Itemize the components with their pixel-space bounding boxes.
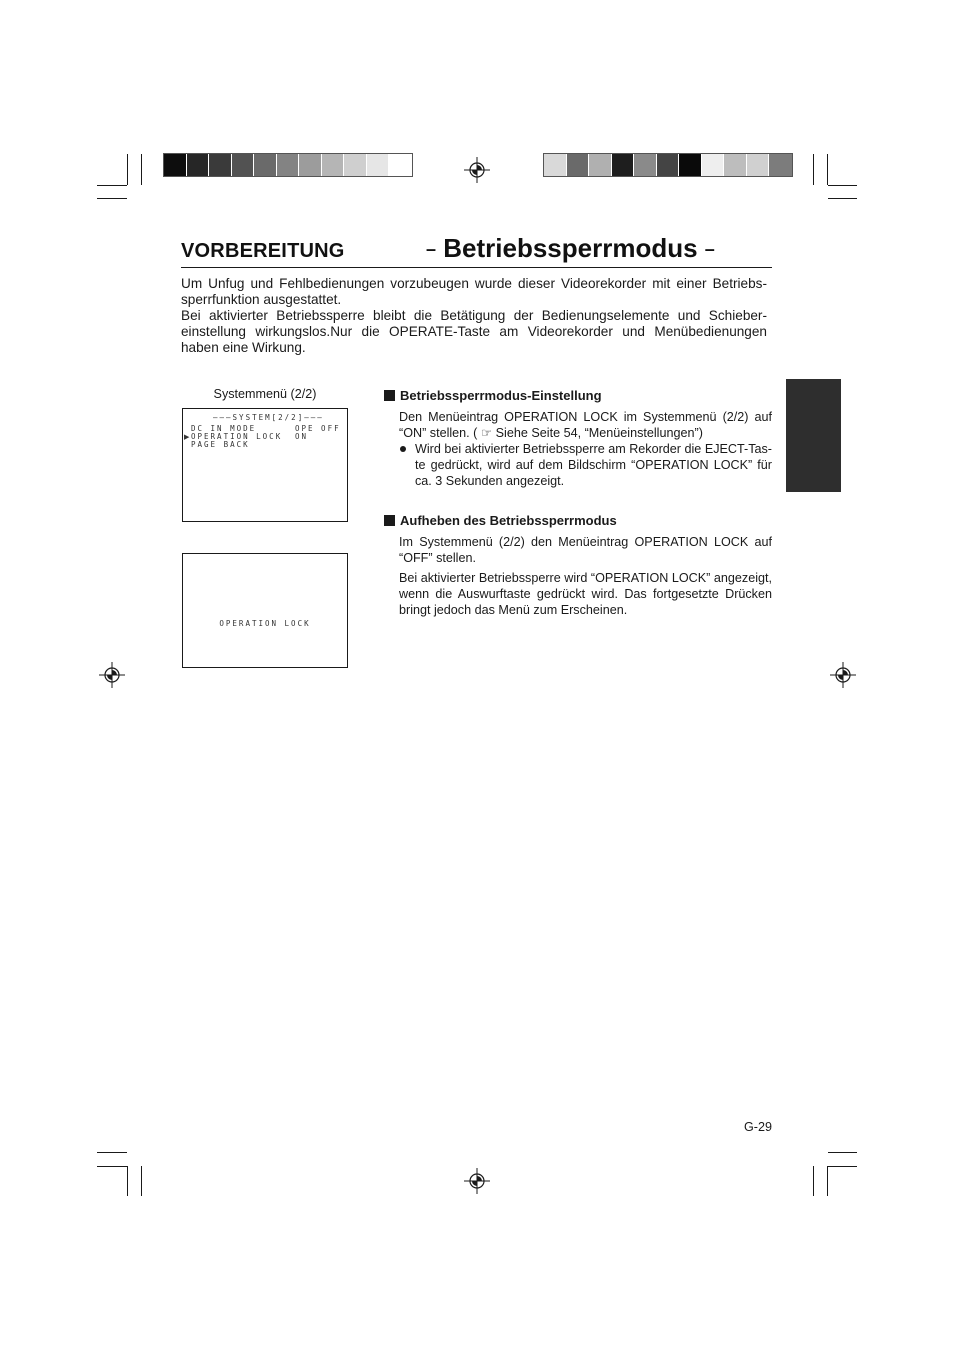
operation-lock-screen — [182, 553, 348, 668]
intro-text — [181, 276, 767, 356]
color-swatch — [657, 154, 680, 176]
instructions-column — [384, 388, 772, 618]
setting-note: Wird bei aktivierter Betriebssperre am Rekorder die EJECT-Tas-te gedrückt, wird auf dem Bildschirm “OPERATION LOCK” für ca. 3 Sekunden angezeigt. — [384, 441, 772, 489]
subheading-setting: Betriebssperrmodus-Einstellung — [384, 388, 772, 403]
color-swatch — [277, 154, 300, 176]
color-calibration-strip-right — [544, 154, 792, 176]
cursor-arrow-icon: ▶ — [184, 434, 190, 441]
registration-mark-icon — [99, 662, 125, 688]
color-swatch — [634, 154, 657, 176]
color-swatch — [612, 154, 635, 176]
osd-menu-value: ON — [295, 432, 309, 441]
color-calibration-strip-left — [164, 154, 412, 176]
color-swatch — [367, 154, 390, 176]
color-swatch — [747, 154, 770, 176]
color-swatch — [209, 154, 232, 176]
page-number: G-29 — [744, 1120, 772, 1134]
square-bullet-icon — [384, 390, 395, 401]
color-swatch — [544, 154, 567, 176]
registration-mark-icon — [464, 157, 490, 183]
registration-mark-icon — [464, 1168, 490, 1194]
color-swatch — [389, 154, 412, 176]
osd-message: OPERATION LOCK — [219, 619, 311, 628]
color-swatch — [164, 154, 187, 176]
color-swatch — [679, 154, 702, 176]
color-swatch — [702, 154, 725, 176]
screen-caption: Systemmenü (2/2) — [213, 387, 317, 401]
color-swatch — [299, 154, 322, 176]
square-bullet-icon — [384, 515, 395, 526]
cancel-paragraph: Bei aktivierter Betriebssperre wird “OPERATION LOCK” angezeigt, wenn die Auswurftaste gedrückt wird. Das fortgesetzte Drücken bringt jedoch das Menü zum Erscheinen. — [399, 571, 772, 617]
color-swatch — [589, 154, 612, 176]
bullet-dot-icon — [400, 446, 406, 452]
color-swatch — [769, 154, 792, 176]
page-title: – Betriebssperrmodus – — [426, 233, 715, 263]
osd-menu-label: DC IN MODE — [191, 424, 257, 433]
color-swatch — [254, 154, 277, 176]
color-swatch — [724, 154, 747, 176]
osd-menu-value: OPE OFF — [295, 424, 341, 433]
intro-paragraph: Bei aktivierter Betriebssperre bleibt die Betätigung der Bedienungselemente und Schieber-einstellung wirkungslos.Nur die OPERATE-Taste am Videorekorder und Menübedienungen haben eine Wirkung. — [181, 308, 767, 355]
intro-paragraph: Um Unfug und Fehlbedienungen vorzubeugen wurde dieser Videorekorder mit einer Betriebs-sperrfunktion ausgestattet. — [181, 276, 767, 307]
section-title: VORBEREITUNG — [181, 240, 345, 262]
osd-menu-label: PAGE BACK — [191, 440, 250, 449]
osd-menu-header: –––SYSTEM[2/2]––– — [213, 413, 324, 422]
registration-mark-icon — [830, 662, 856, 688]
page-heading — [181, 233, 772, 268]
color-swatch — [322, 154, 345, 176]
color-swatch — [187, 154, 210, 176]
color-swatch — [567, 154, 590, 176]
setting-paragraph: Den Menüeintrag OPERATION LOCK im Systemmenü (2/2) auf “ON” stellen. ( ☞ Siehe Seite 54, “Menüeinstellungen”) — [399, 410, 772, 440]
cancel-paragraph: Im Systemmenü (2/2) den Menüeintrag OPERATION LOCK auf “OFF” stellen. — [399, 535, 772, 565]
chapter-tab — [786, 379, 841, 492]
osd-menu-label: OPERATION LOCK — [191, 432, 283, 441]
subheading-cancel: Aufheben des Betriebssperrmodus — [384, 513, 772, 528]
color-swatch — [344, 154, 367, 176]
color-swatch — [232, 154, 255, 176]
system-menu-screen — [182, 408, 348, 522]
